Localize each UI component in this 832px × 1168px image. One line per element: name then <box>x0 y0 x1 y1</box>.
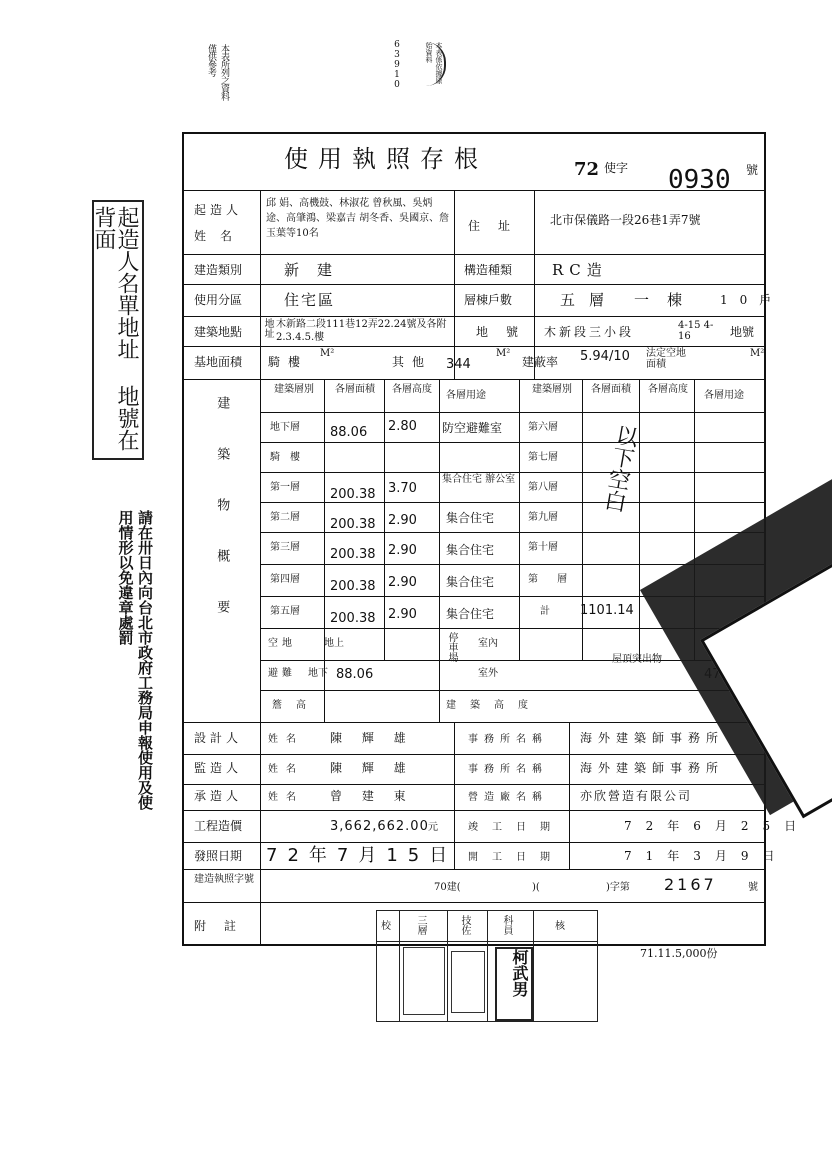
completion-label: 竣工日期 <box>468 822 564 833</box>
cost-label: 工程造價 <box>194 819 243 833</box>
row-height: 2.90 <box>388 543 417 558</box>
base-area-label: 基地面積 <box>194 355 243 369</box>
buildings-value: 一棟 <box>634 291 701 309</box>
shelter-value: 88.06 <box>336 667 374 682</box>
build-type-value: 新建 <box>284 261 351 279</box>
other-label: 其他 <box>392 355 433 369</box>
row-use: 集合住宅 <box>446 543 495 557</box>
building-height-label: 建築高度 <box>446 700 542 711</box>
shelter-row-label: 避難 <box>268 668 296 679</box>
annex-unit: M² <box>320 348 335 359</box>
row-area: 200.38 <box>330 487 376 502</box>
contractor-label: 承造人 <box>194 789 243 803</box>
header-height-right: 各層高度 <box>648 384 688 395</box>
parking-label: 停車場 <box>446 632 457 662</box>
address-label: 住址 <box>468 219 529 233</box>
coverage-label: 建蔽率 <box>522 355 559 369</box>
roof-label: 屋頂突出物 <box>612 654 662 665</box>
stamp-label: 技佐 <box>459 915 470 935</box>
designer-label: 設計人 <box>194 731 243 745</box>
applicant-label: 起造人 <box>194 203 243 217</box>
header-area-left: 各層面積 <box>335 384 375 395</box>
applicant-name-label: 姓名 <box>194 229 247 243</box>
completion-date: 72年6月25日 <box>624 819 811 833</box>
row-area: 200.38 <box>330 579 376 594</box>
contractor-name: 曾 建 東 <box>330 789 414 803</box>
lot-numbers: 4-15 4-16 <box>678 320 714 342</box>
remarks-label: 附註 <box>194 919 255 933</box>
start-date: 71年3月9日 <box>624 849 789 863</box>
lot-label: 地號 <box>476 325 537 339</box>
start-label: 開工日期 <box>468 852 564 863</box>
lot-suffix: 地號 <box>730 325 755 339</box>
row-floor: 第四層 <box>270 574 300 585</box>
stamp-label: 科員 <box>501 915 512 935</box>
header-use-left: 各層用途 <box>446 390 486 401</box>
designer-office: 海外建築師事務所 <box>580 731 725 745</box>
row-floor: 地下層 <box>270 422 300 433</box>
permit-prefix: 使字 <box>604 161 629 175</box>
row-area: 200.38 <box>330 611 376 626</box>
row-floor: 第三層 <box>270 542 300 553</box>
designer-name-label: 姓名 <box>268 734 304 745</box>
total-area: 1101.14 <box>580 603 634 618</box>
seal-stamp <box>451 951 485 1013</box>
build-permit-suffix: 號 <box>748 882 758 893</box>
row-height: 2.80 <box>388 419 417 434</box>
top-vertical-note: 本表所列之資料僅供參考 <box>206 44 229 100</box>
chief-signature-stamp: 柯武男 <box>495 947 533 1021</box>
build-permit-mid: )( <box>532 882 540 893</box>
seal-stamp <box>403 947 445 1015</box>
build-permit-prefix: 70建( <box>434 882 461 893</box>
row-floor-right: 第八層 <box>528 482 558 493</box>
row-height: 2.90 <box>388 575 417 590</box>
units-value: 10戶 <box>720 293 784 307</box>
build-permit-number: 2167 <box>664 875 717 894</box>
row-floor-right: 第十層 <box>528 542 558 553</box>
build-type-label: 建造類別 <box>194 263 243 277</box>
zone-value: 住宅區 <box>284 291 336 309</box>
parking-outdoor: 室外 <box>478 668 498 679</box>
stamp-label: 核 <box>555 921 565 932</box>
row-total-label: 計 <box>540 606 550 617</box>
build-permit-label: 建造執照字號 <box>194 874 254 885</box>
applicant-address: 北市保儀路一段26巷1弄7號 <box>550 213 701 227</box>
row-floor-right: 第七層 <box>528 452 558 463</box>
site-label: 建築地點 <box>194 325 243 339</box>
supervisor-office: 海外建築師事務所 <box>580 761 725 775</box>
header-area-right: 各層面積 <box>591 384 631 395</box>
permit-number: 0930 <box>668 165 731 195</box>
supervisor-name: 陳 輝 雄 <box>330 761 414 775</box>
parking-indoor: 室內 <box>478 638 498 649</box>
contractor-firm-label: 營造廠名稱 <box>468 792 548 803</box>
cost-value: 3,662,662.00 <box>330 819 429 834</box>
other-value: 344 <box>446 357 471 372</box>
stamp-label: 三層 <box>415 915 426 935</box>
structure-value: RC造 <box>552 261 608 279</box>
zone-label: 使用分區 <box>194 293 243 307</box>
supervisor-name-label: 姓名 <box>268 764 304 775</box>
row-floor-right: 第 層 <box>528 574 576 585</box>
row-area: 200.38 <box>330 547 376 562</box>
row-floor: 騎樓 <box>270 452 310 463</box>
permit-year: 72 <box>574 159 600 180</box>
applicant-names: 邱 娟、高機鼓、林淑花 曾秋風、吳炳途、高肇鴻、梁嘉吉 胡冬香、吳國京、詹玉葉等10名 <box>266 198 450 239</box>
row-use: 集合住宅 <box>446 607 495 621</box>
designer-name: 陳 輝 雄 <box>330 731 414 745</box>
issue-date: 72年7月15日 <box>266 845 458 866</box>
top-serial-note: 63910 <box>392 40 402 90</box>
left-box-note: 起造人名單地址 地號在背面 <box>92 200 144 460</box>
supervisor-office-label: 事務所名稱 <box>468 764 548 775</box>
row-height: 2.90 <box>388 513 417 528</box>
floors-label: 層棟戶數 <box>464 293 513 307</box>
form-title: 使用執照存根 <box>284 145 488 173</box>
approval-stamp-block <box>376 910 598 1022</box>
floors-value: 五層 <box>560 291 619 309</box>
row-use: 集合住宅 <box>446 575 495 589</box>
row-area: 200.38 <box>330 517 376 532</box>
annex-label: 騎樓 <box>268 355 309 369</box>
row-floor-right: 第六層 <box>528 422 558 433</box>
top-bracket-note: 本表係依據原始資料 <box>410 42 446 86</box>
cost-unit: 元 <box>428 822 438 833</box>
header-floor-right: 建築層別 <box>532 384 572 395</box>
row-height: 2.90 <box>388 607 417 622</box>
stamp-label: 校 <box>381 921 391 932</box>
shelter-below: 地下 <box>308 668 328 679</box>
open-space-above: 地上 <box>324 638 344 649</box>
row-floor: 第五層 <box>270 606 300 617</box>
eave-height-label: 簷高 <box>272 700 320 711</box>
header-use-right: 各層用途 <box>704 390 744 401</box>
left-vertical-note: 請在卅日內向台北市政府工務局申報使用及使用情形以免違章處罰 <box>116 510 154 810</box>
open-space-unit: M² <box>750 348 765 359</box>
row-use: 集合住宅 辦公室 <box>442 474 516 485</box>
building-summary-label: 建築物概要 <box>214 396 230 651</box>
row-use: 集合住宅 <box>446 511 495 525</box>
site-sub-label: 地址 <box>262 318 273 338</box>
coverage-value: 5.94/10 <box>580 349 630 364</box>
other-unit: M² <box>496 348 511 359</box>
row-floor: 第二層 <box>270 512 300 523</box>
blank-below-note: 以下空白 <box>599 422 640 514</box>
row-height: 3.70 <box>388 481 417 496</box>
header-floor-left: 建築層別 <box>274 384 314 395</box>
header-height-left: 各層高度 <box>392 384 432 395</box>
build-permit-end: )字第 <box>606 882 630 893</box>
lot-section: 木新段三小段 <box>544 325 635 339</box>
print-note: 71.11.5,000份 <box>640 947 718 960</box>
open-space-label: 法定空地面積 <box>646 348 686 370</box>
issue-date-label: 發照日期 <box>194 849 243 863</box>
contractor-name-label: 姓名 <box>268 792 304 803</box>
row-floor-right: 第九層 <box>528 512 558 523</box>
permit-form <box>182 132 811 946</box>
row-area: 88.06 <box>330 425 368 440</box>
row-use: 防空避難室 <box>442 421 503 435</box>
open-space-row-label: 空地 <box>268 638 296 649</box>
row-floor: 第一層 <box>270 482 300 493</box>
supervisor-label: 監造人 <box>194 761 243 775</box>
permit-suffix: 號 <box>746 163 759 177</box>
designer-office-label: 事務所名稱 <box>468 734 548 745</box>
site-address: 木新路二段111巷12弄22.24號及各附2.3.4.5.樓 <box>276 319 447 343</box>
contractor-firm: 亦欣營造有限公司 <box>580 789 693 803</box>
structure-label: 構造種類 <box>464 263 513 277</box>
